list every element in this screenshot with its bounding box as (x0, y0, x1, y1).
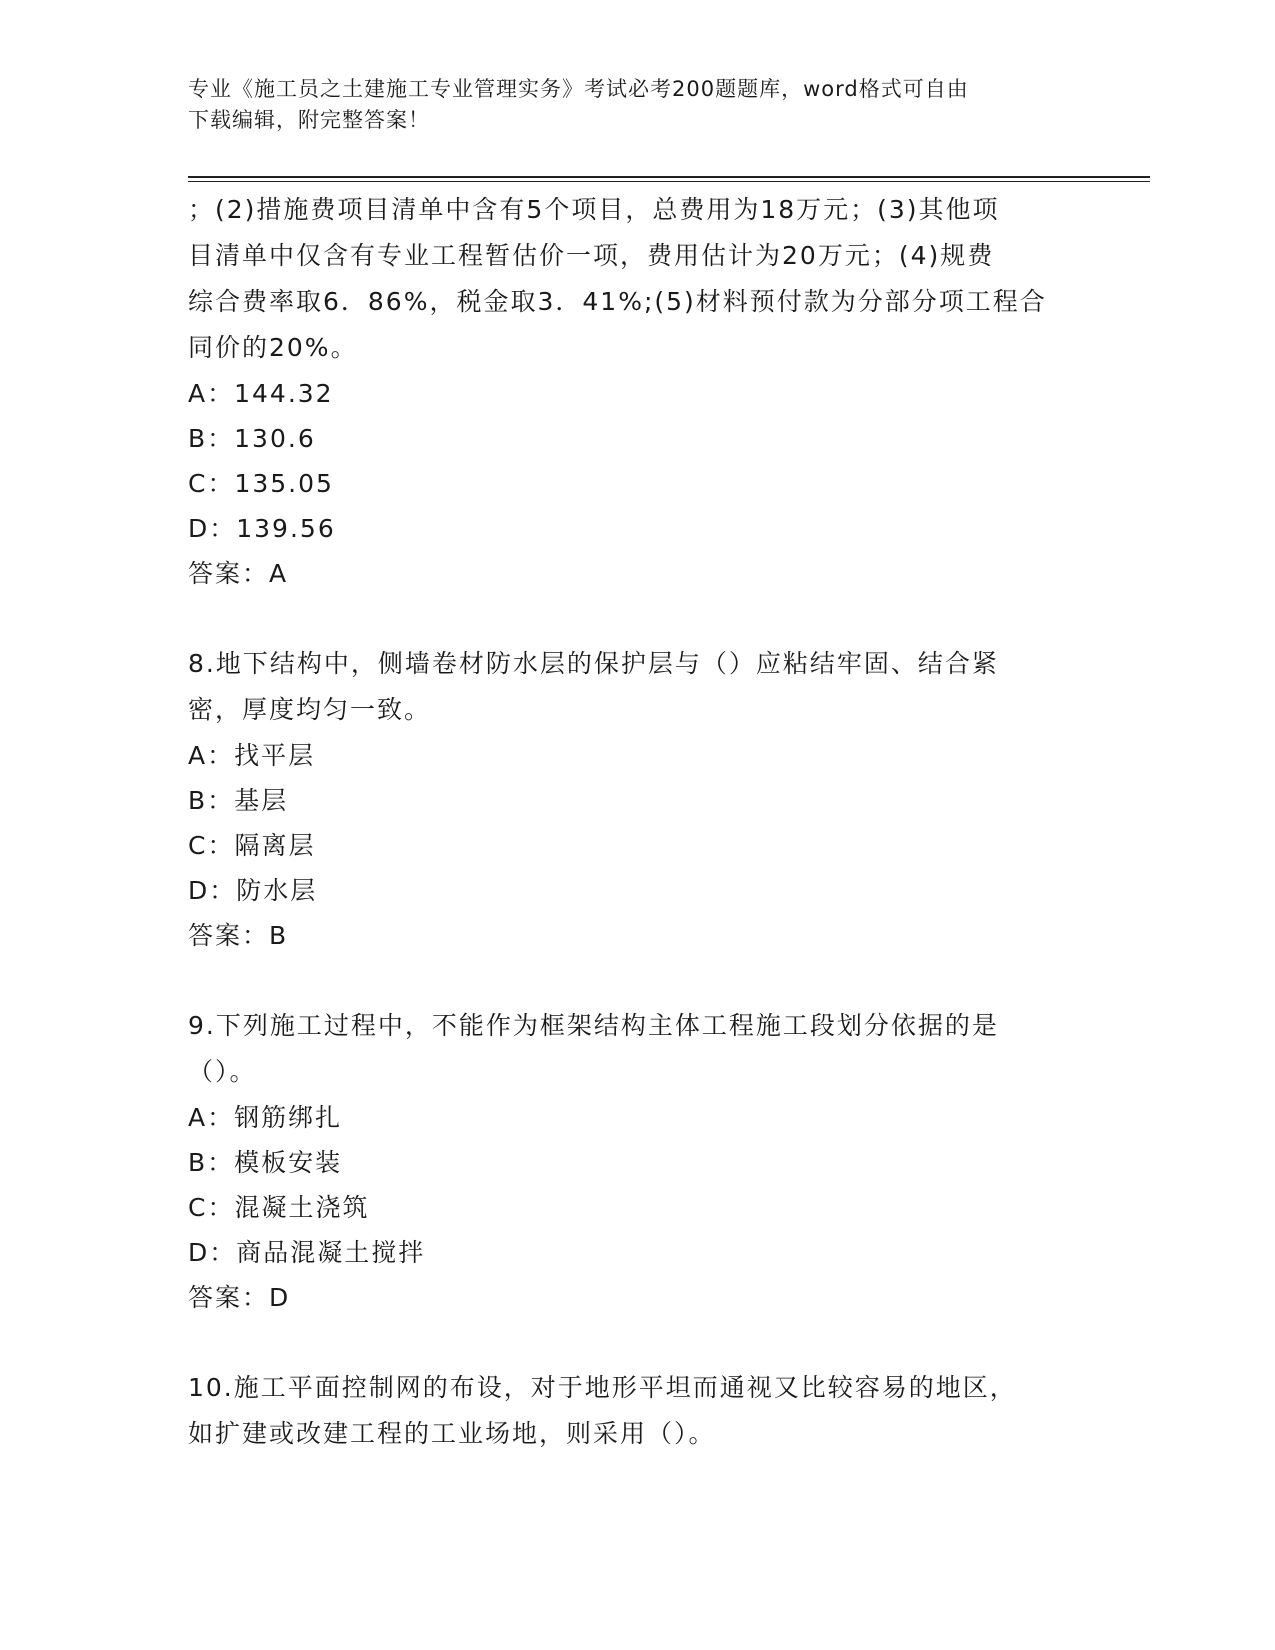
option-a: A：144.32 (188, 379, 334, 408)
option-a: A：找平层 (188, 741, 316, 770)
question-7 (188, 187, 1088, 596)
option-d: D：防水层 (188, 876, 318, 905)
question-stem-line: ；(2)措施费项目清单中含有5个项目，总费用为18万元；(3)其他项 (188, 195, 1000, 224)
question-10 (188, 1365, 1088, 1457)
header-divider-thick (188, 176, 1150, 178)
option-a: A：钢筋绑扎 (188, 1103, 343, 1132)
question-stem-line: 综合费率取6．86%，税金取3．41%;(5)材料预付款为分部分项工程合 (188, 287, 1047, 316)
question-spacer (188, 1320, 1088, 1365)
question-stem-line: 如扩建或改建工程的工业场地，则采用（）。 (188, 1419, 716, 1448)
question-9 (188, 1003, 1088, 1320)
question-stem-line: 目清单中仅含有专业工程暂估价一项，费用估计为20万元；(4)规费 (188, 241, 995, 270)
header-divider-thin (188, 181, 1150, 182)
option-d: D：139.56 (188, 514, 336, 543)
question-stem-line: 密，厚度均匀一致。 (188, 695, 432, 724)
question-stem-line: （）。 (188, 1057, 257, 1086)
header-title-line-1: 专业《施工员之土建施工专业管理实务》考试必考200题题库，word格式可自由 (188, 77, 969, 101)
question-stem-line: 同价的20%。 (188, 333, 358, 362)
answer-line: 答案：D (188, 1283, 291, 1312)
header-title-line-2: 下载编辑，附完整答案！ (188, 108, 430, 132)
document-header (188, 74, 1068, 136)
option-d: D：商品混凝土搅拌 (188, 1238, 426, 1267)
option-c: C：隔离层 (188, 831, 316, 860)
answer-line: 答案：A (188, 559, 289, 588)
option-c: C：混凝土浇筑 (188, 1193, 370, 1222)
question-8 (188, 641, 1088, 958)
option-b: B：130.6 (188, 424, 316, 453)
question-stem-line: 9.下列施工过程中，不能作为框架结构主体工程施工段划分依据的是 (188, 1011, 999, 1040)
question-spacer (188, 958, 1088, 1003)
option-b: B：模板安装 (188, 1148, 343, 1177)
option-b: B：基层 (188, 786, 289, 815)
question-stem-line: 10.施工平面控制网的布设，对于地形平坦而通视又比较容易的地区， (188, 1373, 1017, 1402)
option-c: C：135.05 (188, 469, 334, 498)
question-stem-line: 8.地下结构中，侧墙卷材防水层的保护层与（）应粘结牢固、结合紧 (188, 649, 999, 678)
question-content (188, 187, 1088, 1457)
answer-line: 答案：B (188, 921, 289, 950)
question-spacer (188, 596, 1088, 641)
